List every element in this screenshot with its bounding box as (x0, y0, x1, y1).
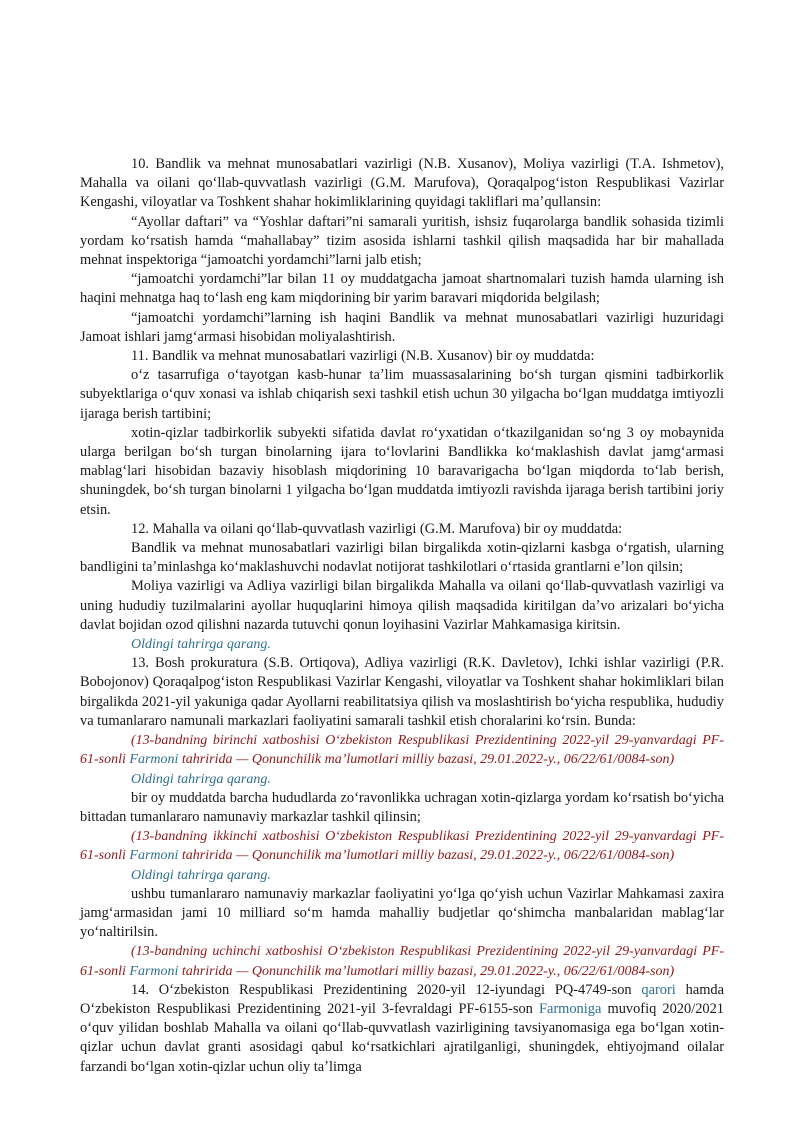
farmoni-link-2[interactable]: Farmoni (129, 848, 179, 864)
document-page (80, 155, 724, 1077)
paragraph-13: 13. Bosh prokuratura (S.B. Ortiqova), Adliya vazirligi (R.K. Davletov), Ichki ishlar vazirligi (P.R. Bobojonov) Qoraqalpogʻiston Respublikasi Vazirlar Kengashi, viloyatlar va Toshkent shahar hokimliklari bilan birgalikda 2021-yil yakuniga qadar Ayollarni reabilitatsiya qilish va moslashtirish boʻyicha respublika, hududiy va tumanlararo namunali markazlari faoliyatini samarali tashkil etish choralarini koʻrsin. Bunda: (80, 655, 724, 729)
amendment-note-3-text-b: tahririda — Qonunchilik maʼlumotlari milliy bazasi, 29.01.2022-y., 06/22/61/0084-son) (178, 963, 675, 979)
paragraph-11-item-1: oʻz tasarrufiga oʻtayotgan kasb-hunar taʼlim muassasalarining boʻsh turgan qismini tadbirkorlik subyektlariga oʻquv xonasi va ishlab chiqarish sexi tashkil etish uchun 30 yilgacha boʻlgan muddatga imtiyozli ijaraga berish tartibini; (80, 367, 724, 422)
previous-edition-link-1[interactable]: Oldingi tahrirga qarang. (131, 637, 271, 653)
paragraph-14-text-c: muvofiq 2020/2021 oʻquv yilidan boshlab Mahalla va oilani qoʻllab-quvvatlash vazirligining tavsiyanomasiga ega boʻlgan xotin-qizlar uchun davlat granti asosidagi qabul koʻrsatkichlari ajratilganligi, shuningdek, ehtiyojmand oilalar farzandi boʻlgan xotin-qizlar uchun oliy taʼlimga (80, 1000, 724, 1075)
paragraph-10-item-1: “Ayollar daftari” va “Yoshlar daftari”ni samarali yuritish, ishsiz fuqarolarga bandlik sohasida tizimli yordam koʻrsatish hamda “mahallabay” tizim asosida ishlarni tashkil qilish maqsadida har bir mahallada mehnat inspektoriga “jamoatchi yordamchi”larni jalb etish; (80, 213, 724, 269)
amendment-note-3 (80, 942, 724, 980)
amendment-note-1-text-a: (13-bandning birinchi xatboshisi Oʻzbekiston Respublikasi Prezidentining 2022-yil 29-yanvardagi PF-61-sonli (80, 733, 724, 768)
previous-edition-link-2[interactable]: Oldingi tahrirga qarang. (131, 771, 271, 787)
amendment-note-3-text-a: (13-bandning uchinchi xatboshisi Oʻzbekiston Respublikasi Prezidentining 2022-yil 29-yanvardagi PF-61-sonli (80, 944, 724, 979)
paragraph-14 (80, 981, 724, 1077)
amendment-note-2-text-b: tahririda — Qonunchilik maʼlumotlari milliy bazasi, 29.01.2022-y., 06/22/61/0084-son) (178, 848, 675, 864)
farmoni-link-1[interactable]: Farmoni (129, 752, 179, 768)
paragraph-12-item-2: Moliya vazirligi va Adliya vazirligi bilan birgalikda Mahalla va oilani qoʻllab-quvvatlash vazirligi va uning hududiy tuzilmalarini ayollar huquqlarini himoya qilish maqsadida kiritilgan daʼvo arizalari boʻyicha davlat bojidan ozod qilishni nazarda tutuvchi qonun loyihasini Vazirlar Mahkamasiga kiritsin. (80, 578, 724, 633)
qarori-link[interactable]: qarori (641, 981, 676, 998)
paragraph-14-text-b: hamda Oʻzbekiston Respublikasi Prezidentining 2021-yil 3-fevraldagi PF-6155-son (80, 981, 724, 1017)
amendment-note-2 (80, 827, 724, 865)
paragraph-10-item-3: “jamoatchi yordamchi”larning ish haqini Bandlik va mehnat munosabatlari vazirligi huzuridagi Jamoat ishlari jamgʻarmasi hisobidan moliyalashtirish. (80, 309, 724, 345)
paragraph-10: 10. Bandlik va mehnat munosabatlari vazirligi (N.B. Xusanov), Moliya vazirligi (T.A. Ishmetov), Mahalla va oilani qoʻllab-quvvatlash vazirligi (G.M. Marufova), Qoraqalpogʻiston Respublikasi Vazirlar Kengashi, viloyatlar va Toshkent shahar hokimliklarining quyidagi takliflari maʼqullansin: (80, 156, 724, 211)
farmoni-link-3[interactable]: Farmoni (129, 963, 179, 979)
paragraph-12-item-1: Bandlik va mehnat munosabatlari vazirligi bilan birgalikda xotin-qizlarni kasbga oʻrgatish, ularning bandligini taʼminlashga koʻmaklashuvchi nodavlat notijorat tashkilotlari oʻrtasida grantlarni eʼlon qilsin; (80, 540, 724, 576)
amendment-note-1 (80, 731, 724, 769)
paragraph-13-item-1: bir oy muddatda barcha hududlarda zoʻravonlikka uchragan xotin-qizlarga yordam koʻrsatish boʻyicha bittadan tumanlararo namunaviy markazlar tashkil qilinsin; (80, 789, 724, 825)
amendment-note-1-text-b: tahririda — Qonunchilik maʼlumotlari milliy bazasi, 29.01.2022-y., 06/22/61/0084-son) (178, 752, 675, 768)
paragraph-12: 12. Mahalla va oilani qoʻllab-quvvatlash vazirligi (G.M. Marufova) bir oy muddatda: (131, 520, 623, 537)
paragraph-11-item-2: xotin-qizlar tadbirkorlik subyekti sifatida davlat roʻyxatidan oʻtkazilganidan soʻng 3 oy mobaynida ularga berilgan boʻsh turgan binolarning ijara toʻlovlarini Bandlikka koʻmaklashish davlat jamgʻarmasi mablagʻlari hisobidan bazaviy hisoblash miqdorining 10 baravarigacha boʻlgan miqdorda toʻlab berish, shuningdek, boʻsh turgan binolarni 1 yilgacha boʻlgan muddatda imtiyozli ravishda ijaraga berish tartibini joriy etsin. (80, 424, 724, 518)
paragraph-14-text-a: 14. Oʻzbekiston Respublikasi Prezidentining 2020-yil 12-iyundagi PQ-4749-son (131, 981, 642, 998)
amendment-note-2-text-a: (13-bandning ikkinchi xatboshisi Oʻzbekiston Respublikasi Prezidentining 2022-yil 29-yanvardagi PF-61-sonli (80, 829, 724, 864)
paragraph-10-item-2: “jamoatchi yordamchi”lar bilan 11 oy muddatgacha jamoat shartnomalari tuzish hamda ularning ish haqini mehnatga haq toʻlash eng kam miqdorining bir yarim baravari miqdorida belgilash; (80, 271, 724, 307)
farmoniga-link[interactable]: Farmoniga (538, 1000, 602, 1017)
paragraph-13-item-2: ushbu tumanlararo namunaviy markazlar faoliyatini yoʻlga qoʻyish uchun Vazirlar Mahkamasi zaxira jamgʻarmasidan jami 10 milliard soʻm hamda mahalliy budjetlar qoʻshimcha manbalaridan mablagʻlar yoʻnaltirilsin. (80, 885, 724, 941)
previous-edition-link-3[interactable]: Oldingi tahrirga qarang. (131, 867, 271, 883)
paragraph-11: 11. Bandlik va mehnat munosabatlari vazirligi (N.B. Xusanov) bir oy muddatda: (131, 348, 595, 365)
